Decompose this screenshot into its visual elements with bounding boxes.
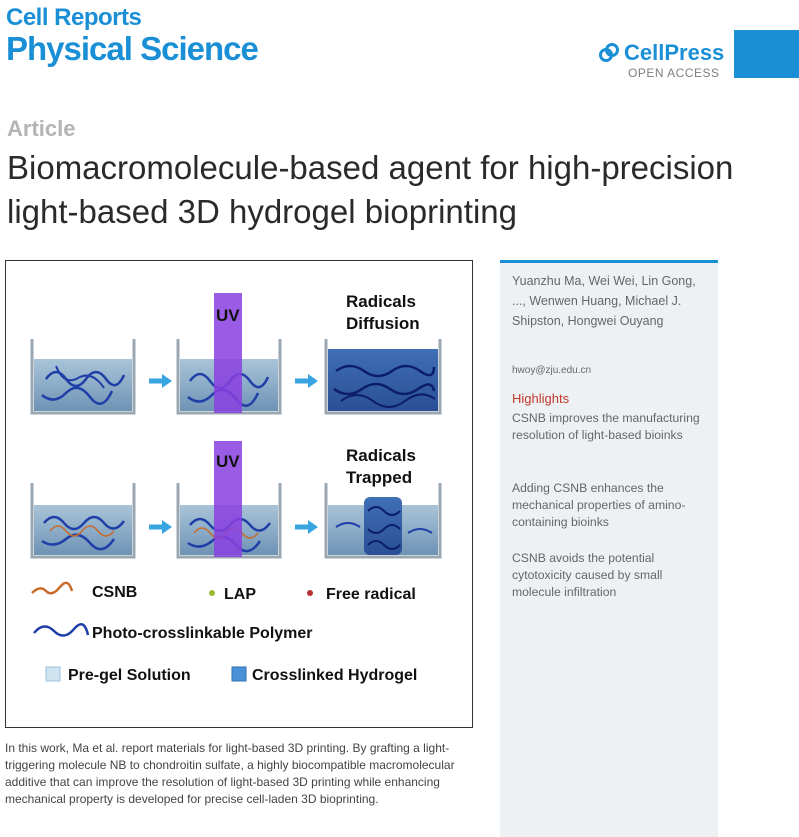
graphical-abstract [5,260,473,728]
cellpress-logo[interactable] [598,40,724,66]
tank-1-top [32,339,134,413]
article-type: Article [7,116,76,141]
radicals-trapped-line1: Radicals [346,446,416,465]
summary-text: In this work, Ma et al. report materials for light-based 3D printing. By grafting a light-triggering molecule NB to chondroitin sulfate, a highly biocompatible macromolecular additive that can improve the resolution of light-based 3D printing while enhancing mechanical property is developed for precise cell-laden 3D bioprinting. [5,741,455,806]
journal-name-line1: Cell Reports [6,4,142,31]
arrow-bottom-2 [295,520,318,534]
tank-1-bottom [32,483,134,557]
tank-3-top [326,339,440,413]
corresponding-email[interactable]: hwoy@zju.edu.cn [512,365,592,376]
legend-hydrogel: Crosslinked Hydrogel [252,667,418,684]
uv-label-top: UV [216,306,240,325]
sidebar [500,260,718,837]
brand-block [734,30,799,78]
highlights-heading: Highlights [512,391,570,406]
publisher-name: CellPress [624,40,725,65]
journal-name-line2: Physical Science [6,30,258,67]
lap-symbol [209,590,215,596]
tank-2-top [178,293,280,413]
tank-3-bottom [326,483,440,557]
legend-free-radical: Free radical [326,586,416,603]
csnb-symbol [32,583,72,593]
radicals-diffusion-line1: Radicals [346,292,416,311]
arrow-bottom-1 [149,520,172,534]
pregel-symbol [46,667,60,681]
radicals-trapped-line2: Trapped [346,468,413,487]
legend-lap: LAP [224,586,256,603]
legend [32,583,417,684]
cellpress-icon [598,42,620,64]
arrow-top-2 [295,374,318,388]
legend-pregel: Pre-gel Solution [68,667,191,684]
highlight-item: Adding CSNB enhances the mechanical properties of amino-containing bioinks [512,481,686,529]
highlight-item: CSNB avoids the potential cytotoxicity caused by small molecule infiltration [512,551,663,599]
highlight-item: CSNB improves the manufacturing resolution of light-based bioinks [512,411,700,442]
arrow-top-1 [149,374,172,388]
article-title: Biomacromolecule-based agent for high-precision light-based 3D hydrogel bioprinting [7,149,734,230]
legend-polymer: Photo-crosslinkable Polymer [92,625,313,642]
tank-2-bottom [178,441,280,557]
graphical-abstract-figure [6,261,472,727]
legend-csnb: CSNB [92,584,138,601]
author-list: Yuanzhu Ma, Wei Wei, Lin Gong, ..., Wenwen Huang, Michael J. Shipston, Hongwei Ouyang [512,274,696,328]
radicals-diffusion-line2: Diffusion [346,314,420,333]
free-radical-symbol [307,590,313,596]
uv-label-bottom: UV [216,452,240,471]
polymer-symbol [34,624,88,635]
hydrogel-symbol [232,667,246,681]
open-access-label: OPEN ACCESS [628,66,720,80]
